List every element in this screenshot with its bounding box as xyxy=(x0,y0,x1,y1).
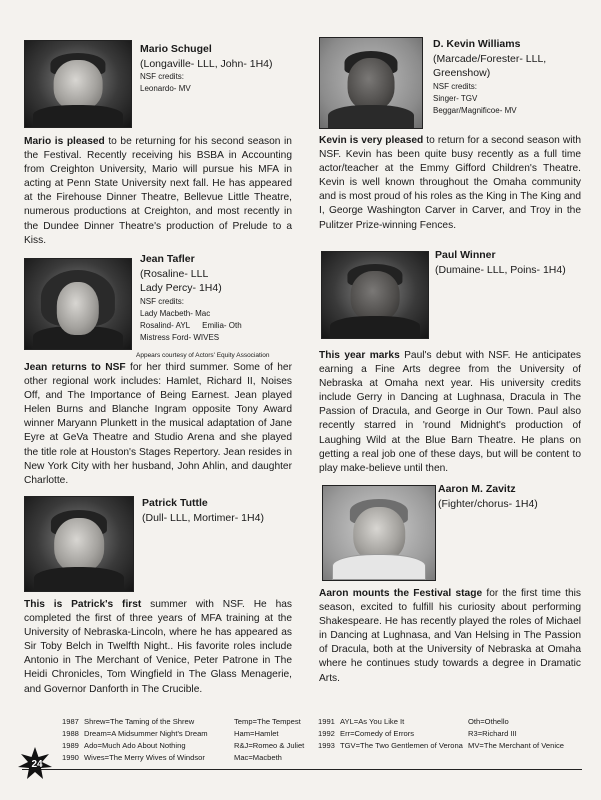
paul-headshot xyxy=(321,251,429,339)
credit-item: Rosalind- AYL xyxy=(140,321,191,330)
credit-item: Mistress Ford- WIVES xyxy=(140,333,220,342)
abbreviation-legend-right xyxy=(318,716,564,752)
bio-lead: This is Patrick's first xyxy=(24,599,142,610)
bio-lead: Jean returns to NSF xyxy=(24,362,126,373)
bio-text: to return for a second season with NSF. Kevin has been quite busy recently as a full time actor/teacher at the Emmy Gifford Children's Theatre. Kevin is well known throughout the Omaha community and is most proud of his roles as the King in The King and I, George Washington Carver in Carver, and Troy in the Pulitzer Prize-winning Fences. xyxy=(319,135,581,231)
actor-credits xyxy=(433,81,517,117)
bio-lead: This year marks xyxy=(319,350,400,361)
bio-lead: Mario is pleased xyxy=(24,136,105,147)
actor-bio xyxy=(319,134,581,233)
bio-text: to be returning for his second season in the Festival. Recently receiving his BSBA in Accounting from Creighton University, Mario will pursue his MFA in acting at Penn State University next fall. He has appeared at the Firehouse Dinner Theatre, Bellevue Little Theatre, numerous productions at Creighton, and most recently in the Dundee Dinner Theatre's production of Prelude to a Kiss. xyxy=(24,136,292,246)
actor-bio xyxy=(24,135,292,248)
credit-item: Leonardo- MV xyxy=(140,84,191,93)
legend-row: 1989 Ado=Much Ado About Nothing R&J=Romeo & Juliet xyxy=(62,741,305,750)
legend-row: 1988 Dream=A Midsummer Night's Dream Ham=Hamlet xyxy=(62,729,279,738)
actor-name: Patrick Tuttle xyxy=(142,497,208,509)
credit-item: Singer- TGV xyxy=(433,94,478,103)
actor-roles: (Marcade/Forester- LLL, Greenshow) xyxy=(433,53,547,79)
actor-name: Jean Tafler xyxy=(140,253,195,265)
credits-heading: NSF credits: xyxy=(140,297,185,306)
bio-text: for her third summer. Some of her other regional work includes: Hamlet, Richard II, Noises Off, and The Importance of Being Earnest. Jean played Helen Burns and Blanche Ingram opposite Tony Award winner Maryann Plunkett in the musical adaptation of Jane Eyre at GeVa Theatre and Studio Arena and she played the title role at Houston's Stages Repertory. Jean resides in New York City with her husband, John Ahlin, and daughter Charlotte. xyxy=(24,362,292,486)
actor-roles: (Dumaine- LLL, Poins- 1H4) xyxy=(435,264,566,276)
actor-name: Paul Winner xyxy=(435,249,496,261)
credit-item: Emilia- Oth xyxy=(202,321,242,330)
equity-note: Appears courtesy of Actors' Equity Association xyxy=(136,352,270,359)
actor-credits xyxy=(140,71,191,95)
actor-roles: (Rosaline- LLL Lady Percy- 1H4) xyxy=(140,268,222,294)
bio-text: for the first time this season, excited to fulfill his curiosity about performing Shakespeare. He has recently played the roles of Michael in Dancing at Lughnasa, and Van Helsing in The Passion of Dracula, both at the University of Nebraska at Omaha where he continues study towards a degree in Dramatic Arts. xyxy=(319,588,582,684)
aaron-headshot xyxy=(322,485,436,581)
actor-bio xyxy=(319,349,581,476)
bio-text: Paul's debut with NSF. He anticipates earning a Fine Arts degree from the University of Nebraska at Omaha next year. His university credits include Gerry in Dancing at Lughnasa, Dracula in The Passion of Dracula, and George in Our Town. Paul also recently starred in 'round Midnight's production of Laughing Wild at the Blue Barn Theatre. He plans on getting a real job one of these days, but will be content to play make-believe until then. xyxy=(319,350,581,474)
patrick-headshot xyxy=(24,496,134,592)
actor-bio xyxy=(319,587,581,686)
actor-roles: (Longaville- LLL, John- 1H4) xyxy=(140,58,273,70)
actor-name: D. Kevin Williams xyxy=(433,38,521,50)
bio-lead: Aaron mounts the Festival stage xyxy=(319,588,483,599)
jean-headshot xyxy=(24,258,132,350)
legend-row: 1992 Err=Comedy of Errors R3=Richard III xyxy=(318,729,517,738)
kevin-headshot xyxy=(319,37,423,129)
credits-heading: NSF credits: xyxy=(433,82,478,91)
credits-heading: NSF credits: xyxy=(140,72,185,81)
footer-rule xyxy=(22,769,582,770)
actor-bio xyxy=(24,361,292,488)
legend-row: 1987 Shrew=The Taming of the Shrew Temp=The Tempest xyxy=(62,717,301,726)
mario-headshot xyxy=(24,40,132,128)
credit-item: Lady Macbeth- Mac xyxy=(140,309,211,318)
bio-lead: Kevin is very pleased xyxy=(319,135,424,146)
actor-credits xyxy=(140,296,242,344)
legend-row: 1990 Wives=The Merry Wives of Windsor Mac=Macbeth xyxy=(62,753,282,762)
actor-roles: (Dull- LLL, Mortimer- 1H4) xyxy=(142,512,264,524)
legend-row: 1991 AYL=As You Like It Oth=Othello xyxy=(318,717,509,726)
actor-roles: (Fighter/chorus- 1H4) xyxy=(438,498,538,510)
credit-item: Beggar/Magnificoe- MV xyxy=(433,106,517,115)
actor-name: Aaron M. Zavitz xyxy=(438,483,516,495)
actor-name: Mario Schugel xyxy=(140,43,212,55)
bio-text: summer with NSF. He has completed the first of three years of MFA training at the University of Nebraska-Lincoln, where he has appeared as Sir Toby Belch in Twelfth Night.. His favorite roles include Antonio in The Merchant of Venice, Peter Patrone in The Heidi Chronicles, Tom Wingfield in The Glass Menagerie, and Governor Danforth in The Crucible. xyxy=(24,599,292,695)
abbreviation-legend-left xyxy=(62,716,304,764)
page-number: 24 xyxy=(31,759,43,770)
legend-row: 1993 TGV=The Two Gentlemen of Verona MV=The Merchant of Venice xyxy=(318,741,565,750)
actor-bio xyxy=(24,598,292,697)
